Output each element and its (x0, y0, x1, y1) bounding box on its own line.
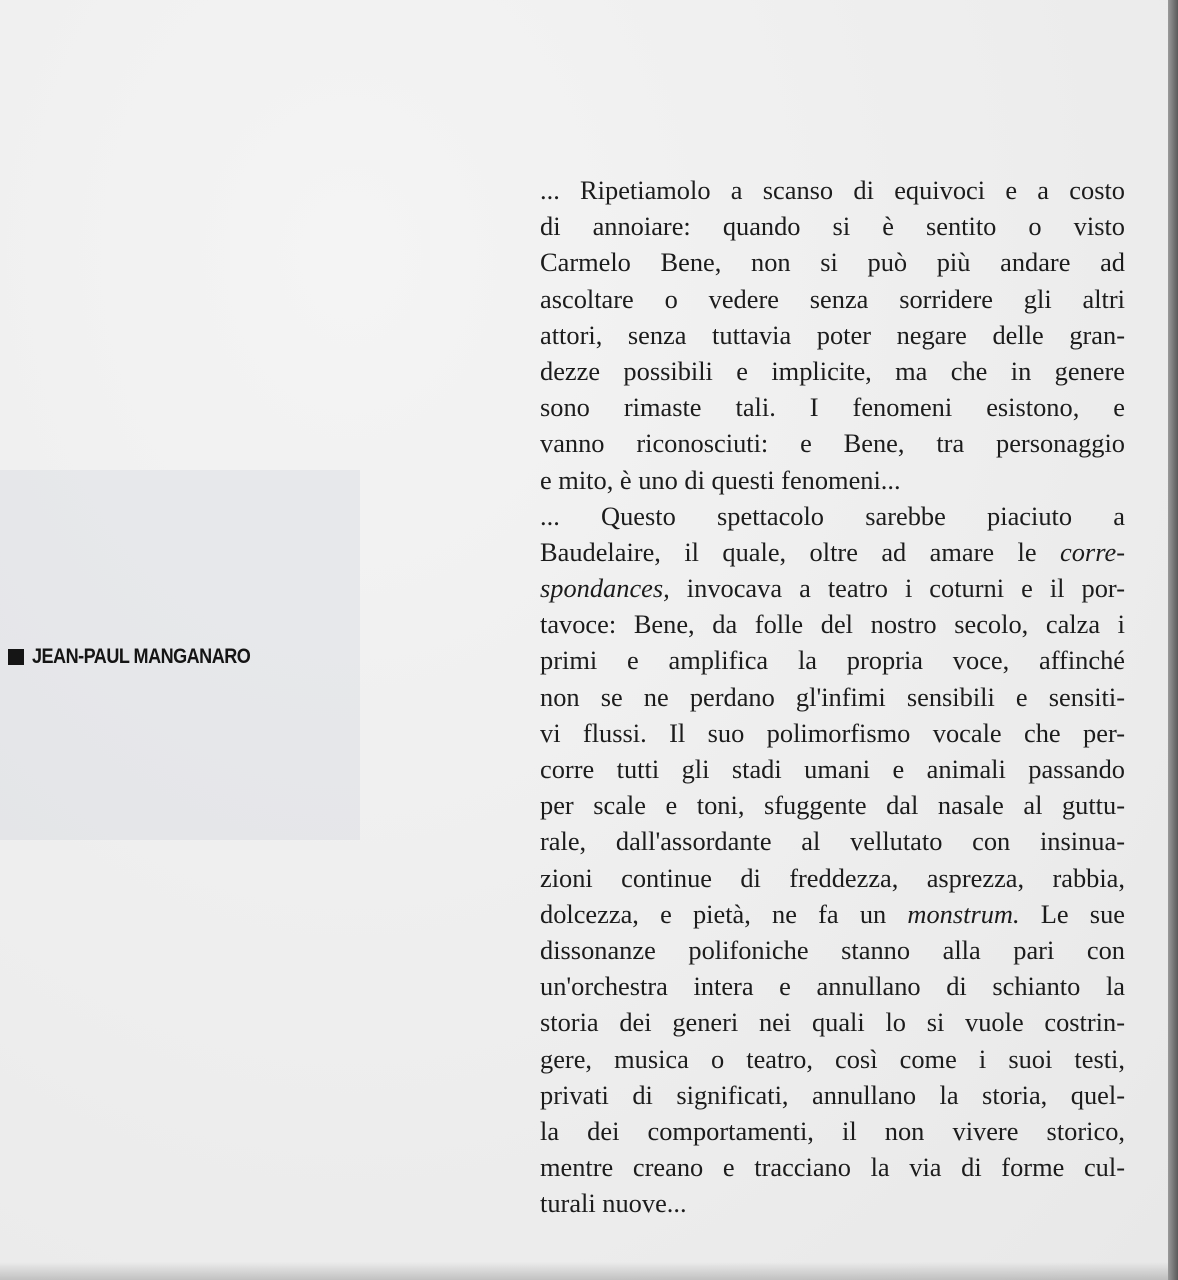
text-line (540, 896, 1125, 932)
text-line: per scale e toni, sfuggente dal nasale al guttu- (540, 790, 1125, 821)
text-line: di annoiare: quando si è sentito o visto (540, 211, 1125, 242)
text-line: attori, senza tuttavia poter negare delle gran- (540, 319, 1125, 350)
text-line: ... Ripetiamolo a scanso di equivoci e a costo (540, 175, 1125, 205)
text-line: vi flussi. Il suo polimorfismo vocale che per- (540, 717, 1125, 748)
text-segment: dolcezza, e pietà, ne fa un (540, 898, 887, 929)
page-shadow (0, 1262, 1168, 1280)
text-segment: invocava a teatro i coturni e il por- (686, 573, 1125, 604)
author-heading (8, 645, 286, 669)
text-line (540, 570, 1125, 606)
text-line: non se ne perdano gl'infimi sensibili e sensiti- (540, 681, 1125, 712)
italic-term: spondances, (540, 573, 670, 604)
text-segment: Le sue (1040, 898, 1125, 929)
quote-text (540, 172, 1125, 1221)
italic-term: monstrum. (907, 898, 1020, 929)
text-line: turali nuove... (540, 1188, 687, 1219)
text-line: rale, dall'assordante al vellutato con insinua- (540, 826, 1125, 857)
text-line: tavoce: Bene, da folle del nostro secolo, calza i (540, 609, 1125, 640)
text-line: la dei comportamenti, il non vivere storico, (540, 1115, 1125, 1146)
text-line: dissonanze polifoniche stanno alla pari con (540, 934, 1125, 965)
text-line: zioni continue di freddezza, asprezza, rabbia, (540, 862, 1125, 893)
text-line: privati di significati, annullano la storia, quel- (540, 1079, 1125, 1110)
text-line: corre tutti gli stadi umani e animali passando (540, 754, 1125, 784)
text-line: dezze possibili e implicite, ma che in genere (540, 355, 1125, 386)
page-edge (1168, 0, 1178, 1280)
author-name: JEAN-PAUL MANGANARO (32, 645, 251, 668)
text-line (540, 534, 1125, 570)
text-line: mentre creano e tracciano la via di forme cul- (540, 1152, 1125, 1183)
italic-term: corre- (1060, 536, 1125, 567)
text-line: vanno riconosciuti: e Bene, tra personaggio (540, 428, 1125, 459)
text-line: ... Questo spettacolo sarebbe piaciuto a (540, 500, 1125, 531)
text-line: ascoltare o vedere senza sorridere gli altri (540, 283, 1125, 314)
text-line: storia dei generi nei quali lo si vuole costrin- (540, 1007, 1125, 1038)
text-line: Carmelo Bene, non si può più andare ad (540, 247, 1125, 278)
text-line: sono rimaste tali. I fenomeni esistono, e (540, 392, 1125, 423)
text-segment: Baudelaire, il quale, oltre ad amare le (540, 536, 1037, 567)
text-line: e mito, è uno di questi fenomeni... (540, 464, 901, 495)
square-bullet-icon (8, 649, 24, 665)
text-line: primi e amplifica la propria voce, affinché (540, 645, 1125, 676)
text-line: gere, musica o teatro, così come i suoi testi, (540, 1043, 1125, 1074)
text-line: un'orchestra intera e annullano di schianto la (540, 971, 1125, 1002)
